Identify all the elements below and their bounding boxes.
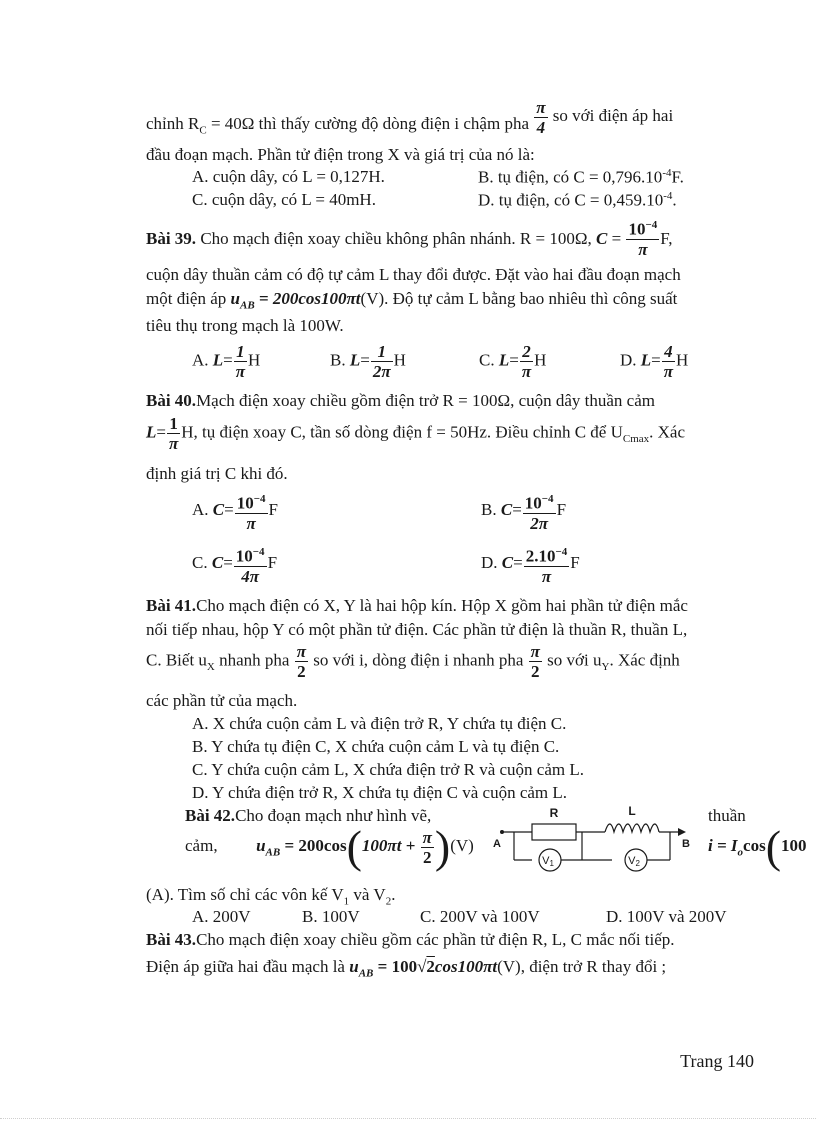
question-41-line-4: các phần tử của mạch. [146,691,298,710]
label-l: L [628,804,636,818]
option-41-a: A. X chứa cuộn cảm L và điện trở R, Y chứa tụ điện C. [192,714,567,733]
answer-40-a: A. C= $\frac{10^{-4}}{\pi}$ F [192,490,278,533]
question-43-line-2: Điện áp giữa hai đầu mạch là $u_{AB} = 100√2\cos 100\pi t(V)$, điện trở R thay đổi ; [146,957,667,980]
question-42-line-2: cảm, $u_{AB} = 200\cos(100\pi t$ + $\frac{\pi}{2}$ )(V) [185,821,474,872]
inductor [605,824,659,832]
question-39-line-1: Bài 39. Cho mạch điện xoay chiều không phân nhánh. R = 100Ω, C = $\frac{10^{-4}}{\pi}$ F, [146,216,673,259]
current-expression: $i = I_o\cos(100$ [708,821,807,872]
answer-40-b: B. C= $\frac{10^{-4}}{2\pi}$ F [481,490,566,533]
label-v2: V2 [628,855,640,868]
fraction-pi-over-4: $\frac{\pi}{4}$ [536,98,546,137]
prev-option-d: D. tụ điện, có $C = 0,459.10^{-4}$. [478,190,677,210]
option-41-d: D. Y chứa điện trở R, X chứa tụ điện C và cuộn cảm L. [192,783,568,802]
question-label: Bài 39. [146,229,197,249]
question-40-line-2: L= $\frac{1}{\pi}$ H, tụ điện xoay C, tần số dòng điện f = 50Hz. Điều chỉnh C để $U_{Cmax}$. Xác [146,414,686,453]
node-a [500,830,504,834]
answer-39-a: A. L= $\frac{1}{\pi}$ H [192,342,261,381]
answer-42-a: A. 200V [192,907,251,926]
question-41-line-1: Bài 41.Cho mạch điện có X, Y là hai hộp kín. Hộp X gồm hai phần tử điện mắc [146,596,688,615]
label-a: A [493,838,501,850]
label-b: B [682,838,690,850]
answer-40-c: C. C= $\frac{10^{-4}}{4\pi}$ F [192,543,277,586]
answer-39-b: B. L= $\frac{1}{2\pi}$ H [330,342,406,381]
answer-42-d: D. 100V và 200V [606,907,727,926]
question-40-line-3: định giá trị C khi đó. [146,464,288,483]
resistor [532,824,576,840]
circuit-diagram [490,802,702,882]
label-v1: V1 [542,855,554,868]
question-39-line-4: tiêu thụ trong mạch là 100W. [146,316,344,335]
option-41-b: B. Y chứa tụ điện C, X chứa cuộn cảm L và tụ điện C. [192,737,560,756]
question-label: Bài 40. [146,391,197,410]
answer-42-b: B. 100V [302,907,360,926]
page-footer: Trang 140 [680,1051,754,1071]
question-42-line-1-end: thuần [708,806,746,825]
question-label: Bài 42. [185,806,236,825]
prev-option-a: A. cuộn dây, có L = 0,127H. [192,167,385,186]
question-label: Bài 41. [146,596,197,615]
prev-option-c: C. cuộn dây, có L = 40mH. [192,190,376,209]
question-label: Bài 43. [146,930,197,949]
fraction-c-value: $\frac{10^{-4}}{\pi}$ [626,216,659,259]
question-42-line-3: (A). Tìm số chỉ các vôn kế $V_1$ và $V_2$. [146,885,396,908]
answer-39-c: C. L= $\frac{2}{\pi}$ H [479,342,547,381]
prev-line-2: đầu đoạn mạch. Phần tử điện trong X và giá trị của nó là: [146,145,535,164]
question-42-line-1: Bài 42.Cho đoạn mạch như hình vẽ, [185,806,432,825]
label-r: R [549,806,559,820]
arrow-b [678,828,686,836]
answer-42-c: C. 200V và 100V [420,907,540,926]
question-39-line-2: cuộn dây thuần cảm có độ tự cảm L thay đổi được. Đặt vào hai đầu đoạn mạch [146,265,681,284]
prev-option-b: B. tụ điện, có $C = 0,796.10^{-4}F$. [478,167,684,187]
question-41-line-3: C. Biết $u_X$ nhanh pha $\frac{\pi}{2}$ so với i, dòng điện i nhanh pha $\frac{\pi}{2}$ so với $u_Y$. Xác định [146,642,680,681]
question-40-line-1: Bài 40.Mạch điện xoay chiều gồm điện trở R = 100Ω, cuộn dây thuần cảm [146,391,655,410]
answer-40-d: D. C= $\frac{2.10^{-4}}{\pi}$ F [481,543,580,586]
question-43-line-1: Bài 43.Cho mạch điện xoay chiều gồm các phần tử điện R, L, C mắc nối tiếp. [146,930,675,949]
question-39-line-3: một điện áp $u_{AB} = 200\cos 100\pi t(V)$. Độ tự cảm L bằng bao nhiêu thì công suất [146,289,678,312]
answer-39-d: D. L= $\frac{4}{\pi}$ H [620,342,689,381]
page-bottom-rule [0,1118,816,1119]
question-41-line-2: nối tiếp nhau, hộp Y có một phần tử điện. Các phần tử điện là thuần R, thuần L, [146,620,688,639]
option-41-c: C. Y chứa cuộn cảm L, X chứa điện trở R và cuộn cảm L. [192,760,585,779]
prev-line-1: chỉnh $R_C = 40\Omega$ thì thấy cường độ dòng điện i chậm pha $\frac{\pi}{4}$ so với điện áp hai [146,98,674,137]
